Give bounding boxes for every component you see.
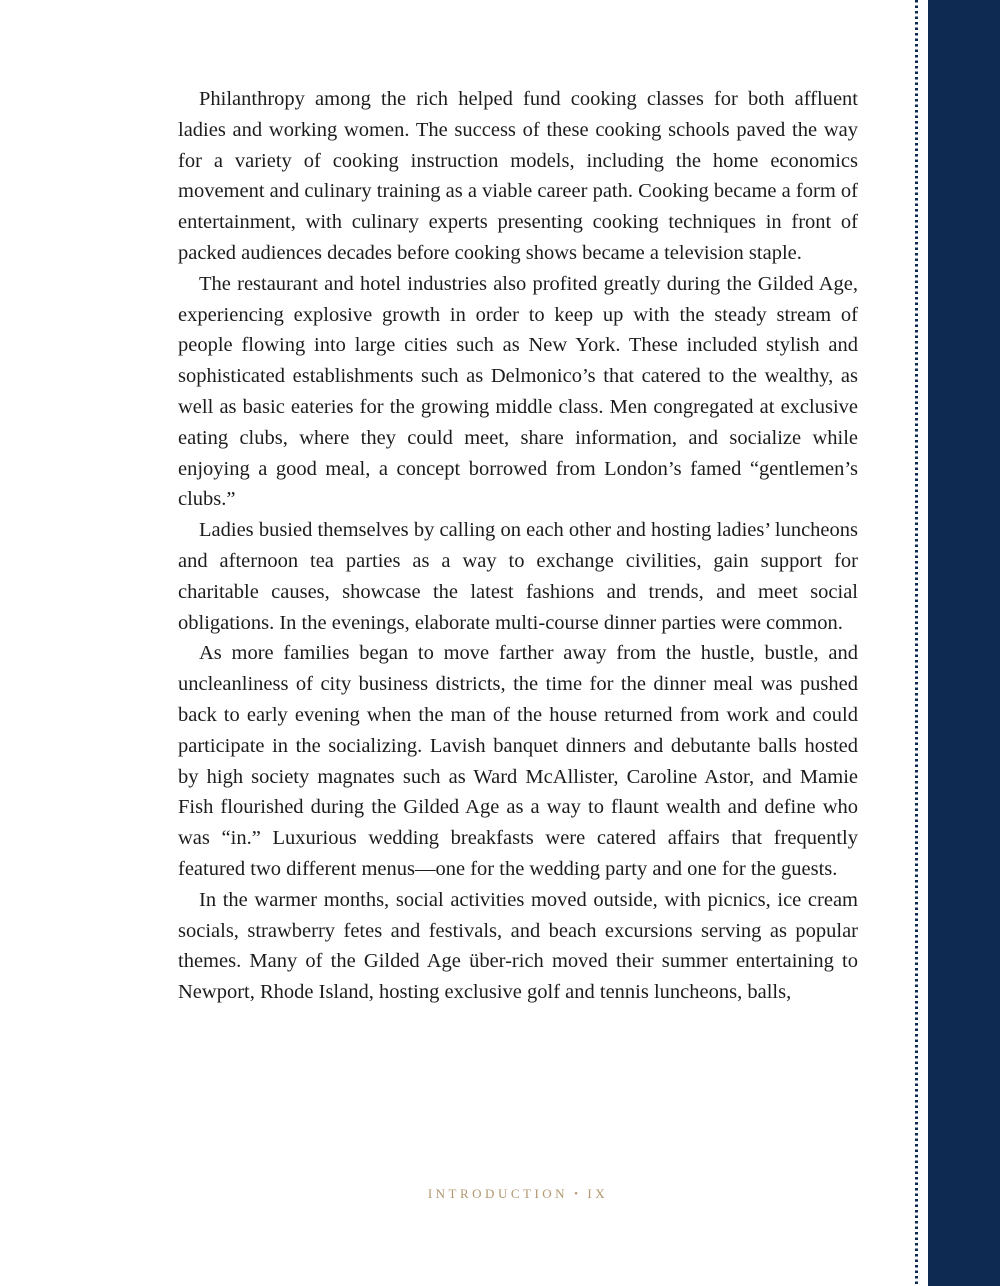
body-paragraph: In the warmer months, social activities moved outside, with picnics, ice cream socials, strawberry fetes and festivals, and beach excursions serving as popular themes. Many of the Gilded Age über-rich moved their summer entertaining to Newport, Rhode Island, hosting exclusive golf and tennis luncheons, balls, (178, 888, 858, 1004)
footer-section-label: INTRODUCTION (427, 1186, 569, 1201)
footer-separator-dot: • (574, 1188, 582, 1200)
body-text-block (178, 84, 858, 1008)
body-paragraph: The restaurant and hotel industries also profited greatly during the Gilded Age, experiencing explosive growth in order to keep up with the steady stream of people flowing into large cities such as New York. These included stylish and sophisticated establishments such as Delmonico’s that catered to the wealthy, as well as basic eateries for the growing middle class. Men congregated at exclusive eating clubs, where they could meet, share information, and socialize while enjoying a good meal, a concept borrowed from London’s famed “gentlemen’s clubs.” (178, 272, 858, 511)
body-paragraph: Philanthropy among the rich helped fund cooking classes for both affluent ladies and working women. The success of these cooking schools paved the way for a variety of cooking instruction models, including the home economics movement and culinary training as a viable career path. Cooking became a form of entertainment, with culinary experts presenting cooking techniques in front of packed audiences decades before cooking shows became a television staple. (178, 88, 858, 264)
body-paragraph: As more families began to move farther away from the hustle, bustle, and uncleanliness of city business districts, the time for the dinner meal was pushed back to early evening when the man of the house returned from work and could participate in the socializing. Lavish banquet dinners and debutante balls hosted by high society magnates such as Ward McAllister, Caroline Astor, and Mamie Fish flourished during the Gilded Age as a way to flaunt wealth and define who was “in.” Luxurious wedding breakfasts were catered affairs that frequently featured two different menus—one for the wedding party and one for the guests. (178, 642, 858, 880)
body-paragraph: Ladies busied themselves by calling on each other and hosting ladies’ luncheons and afternoon tea parties as a way to exchange civilities, gain support for charitable causes, showcase the latest fashions and trends, and meet social obligations. In the evenings, elaborate multi-course dinner parties were common. (178, 519, 858, 634)
footer-page-number: IX (587, 1186, 609, 1201)
binding-edge-band (928, 0, 1000, 1286)
binding-stitch-dots (915, 0, 918, 1286)
running-footer (178, 1186, 858, 1202)
